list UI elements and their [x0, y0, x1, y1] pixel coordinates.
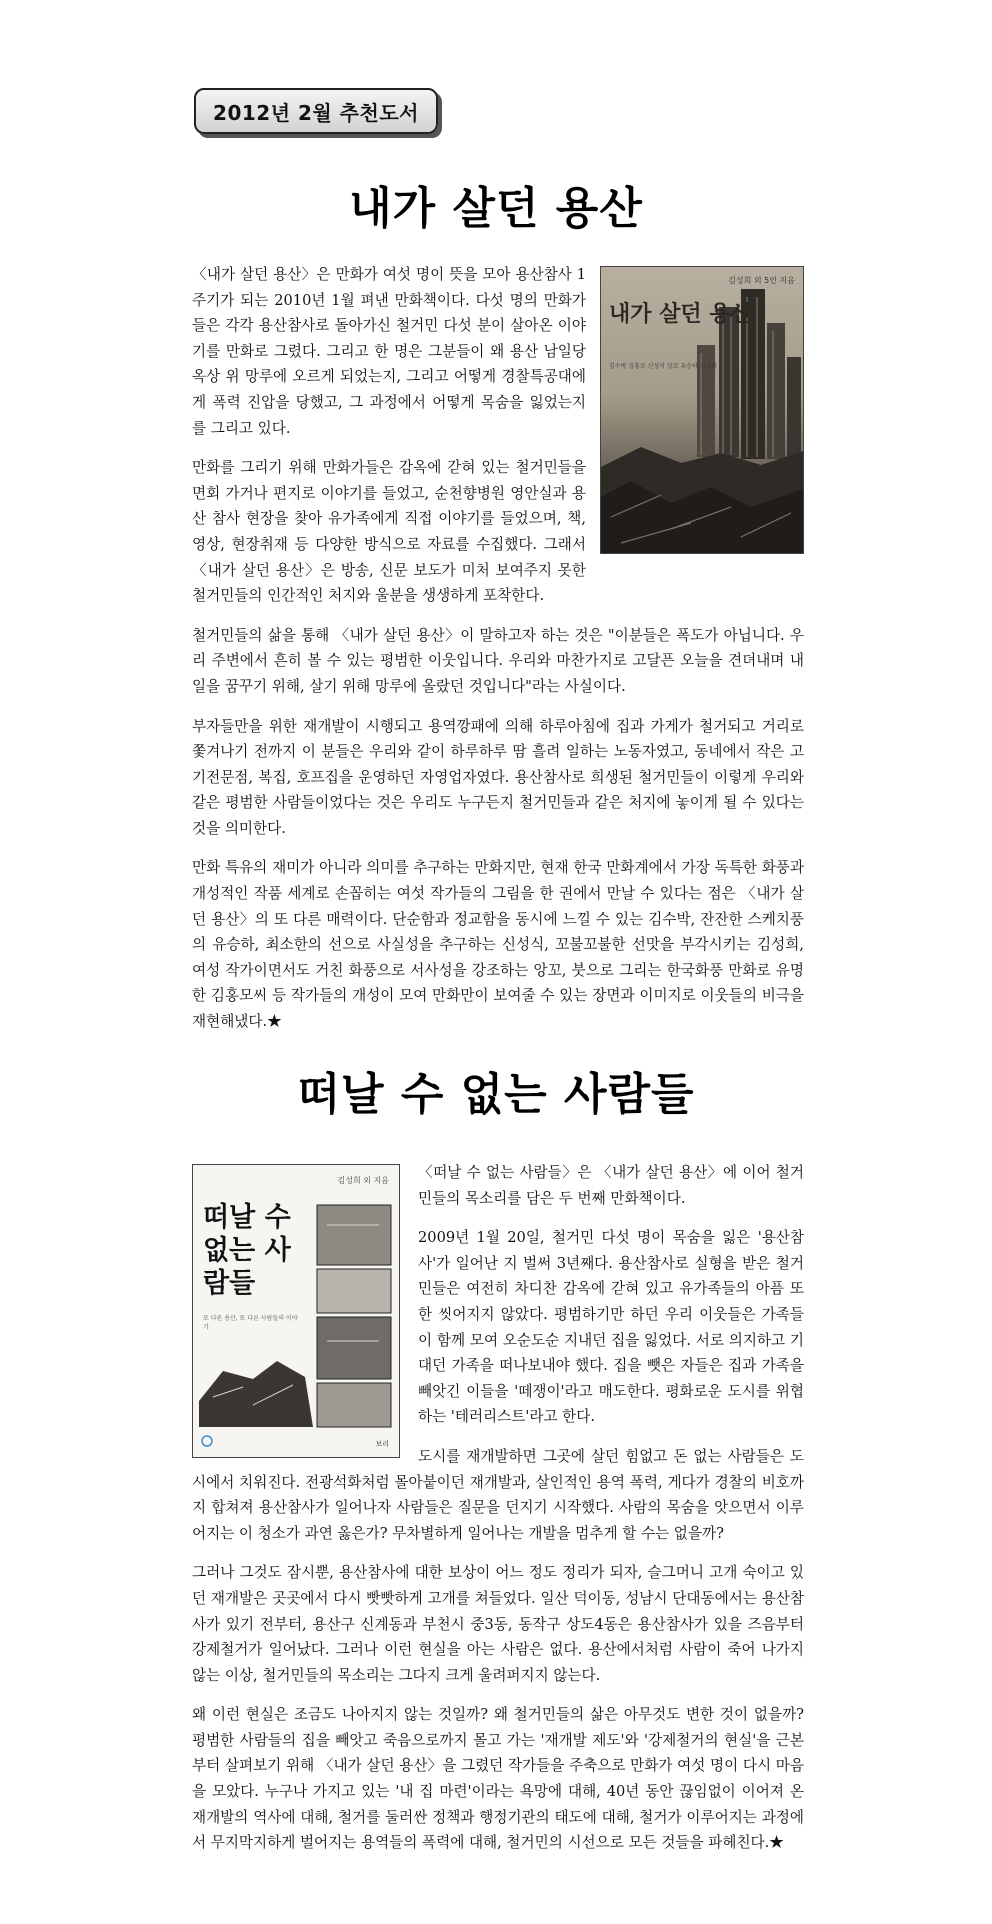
book1-cover-subtitle: 김수박 김홍모 신성식 앙꼬 유승하 김성희 [609, 363, 718, 370]
recommendation-badge [194, 88, 438, 134]
badge-label: 2012년 2월 추천도서 [213, 100, 419, 125]
book2-paragraph: 2009년 1월 20일, 철거민 다섯 명이 목숨을 잃은 '용산참사'가 일어난 지 벌써 3년째다. 용산참사로 실형을 받은 철거민들은 여전히 차디찬 감옥에 갇혀 있고 유가족들의 아픔 또한 씻어지지 않았다. 평범하기만 하던 우리 이웃들은 가족들이 함께 모여 오순도순 지내던 집을 잃었다. 서로 의지하고 기대던 가족을 떠나보내야 했다. 집을 뺏은 자들은 집과 가족을 빼앗긴 이들을 '떼쟁이'라고 매도한다. 평화로운 도시를 위협하는 '테러리스트'라고 한다. [418, 1229, 804, 1426]
book1-title: 내가 살던 용산 [349, 183, 643, 234]
book2-cover-author: 김성희 외 지음 [337, 1176, 389, 1185]
book2-cover-publisher: 보리 [375, 1440, 389, 1448]
book2-paragraph: 도시를 재개발하면 그곳에 살던 힘없고 돈 없는 사람들은 도시에서 치워진다. 전광석화처럼 몰아붙이던 재개발과, 살인적인 용역 폭력, 게다가 경찰의 비호까지 합쳐져 용산참사가 일어나자 사람들은 질문을 던지기 시작했다. 사람의 목숨을 앗으면서 이루어지는 이 청소가 과연 옳은가? 무차별하게 일어나는 개발을 멈추게 할 수는 없을까? [192, 1447, 804, 1542]
book1-paragraph: 철거민들의 삶을 통해 〈내가 살던 용산〉이 말하고자 하는 것은 "이분들은 폭도가 아닙니다. 우리 주변에서 흔히 볼 수 있는 평범한 이웃입니다. 우리와 마찬가지로 고달픈 오늘을 견뎌내며 내일을 꿈꾸기 위해, 살기 위해 망루에 올랐던 것입니다"라는 사실이다. [192, 626, 804, 695]
book1-paragraph: 〈내가 살던 용산〉은 만화가 여섯 명이 뜻을 모아 용산참사 1주기가 되는 2010년 1월 펴낸 만화책이다. 다섯 명의 만화가들은 각각 용산참사로 돌아가신 철거민 다섯 분이 살아온 이야기를 만화로 그렸다. 그리고 한 명은 그분들이 왜 용산 남일당 옥상 위 망루에 오르게 되었는지, 그리고 어떻게 경찰특공대에게 폭력 진압을 당했고, 그 과정에서 어떻게 목숨을 잃었는지를 그리고 있다. [192, 266, 586, 437]
book2-cover-subtitle: 또 다른 용산, 또 다른 사람들의 이야기 [203, 1315, 298, 1331]
book1-paragraph: 부자들만을 위한 재개발이 시행되고 용역깡패에 의해 하루아침에 집과 가게가 철거되고 거리로 쫓겨나기 전까지 이 분들은 우리와 같이 하루하루 땀 흘려 일하는 노동자였고, 동네에서 작은 고기전문점, 복집, 호프집을 운영하던 자영업자였다. 용산참사로 희생된 철거민들이 이렇게 우리와 같은 평범한 사람들이었다는 것은 우리도 누구든지 철거민들과 같은 처지에 놓이게 될 수 있다는 것을 의미한다. [192, 717, 804, 837]
book1-paragraph: 만화를 그리기 위해 만화가들은 감옥에 갇혀 있는 철거민들을 면회 가거나 편지로 이야기를 들었고, 순천향병원 영안실과 용산 참사 현장을 찾아 유가족에게 직접 이야기를 들었으며, 책, 영상, 현장취재 등 다양한 방식으로 자료를 수집했다. 그래서 〈내가 살던 용산〉은 방송, 신문 보도가 미처 보여주지 못한 철거민들의 인간적인 처지와 울분을 생생하게 포착한다. [192, 459, 586, 605]
book2-cover-image [192, 1164, 400, 1458]
book2-paragraph: 왜 이런 현실은 조금도 나아지지 않는 것일까? 왜 철거민들의 삶은 아무것도 변한 것이 없을까? 평범한 사람들의 집을 빼앗고 죽음으로까지 몰고 가는 '재개발 제도'와 '강제철거의 현실'을 근본부터 살펴보기 위해 〈내가 살던 용산〉을 그렸던 작가들을 주축으로 만화가 여섯 명이 다시 마음을 모았다. 누구나 가지고 있는 '내 집 마련'이라는 욕망에 대해, 40년 동안 끊임없이 이어져 온 재개발의 역사에 대해, 철거를 둘러싼 정책과 행정기관의 태도에 대해, 철거가 이루어지는 과정에서 무지막지하게 벌어지는 용역들의 폭력에 대해, 철거민의 시선으로 모든 것들을 파헤친다.★ [192, 1706, 804, 1852]
book2-paragraph: 그러나 그것도 잠시뿐, 용산참사에 대한 보상이 어느 정도 정리가 되자, 슬그머니 고개 숙이고 있던 재개발은 곳곳에서 다시 빳빳하게 고개를 쳐들었다. 일산 덕이동, 성남시 단대동에서는 용산참사가 있기 전부터, 용산구 신계동과 부천시 중3동, 동작구 상도4동은 용산참사가 있을 즈음부터 강제철거가 일어났다. 그러나 이런 현실을 아는 사람은 없다. 용산에서처럼 사람이 죽어 나가지 않는 이상, 철거민들의 목소리는 그다지 크게 울려퍼지지 않는다. [192, 1564, 804, 1684]
book2-article [192, 1160, 804, 1870]
book2-paragraph: 〈떠날 수 없는 사람들〉은 〈내가 살던 용산〉에 이어 철거민들의 목소리를 담은 두 번째 만화책이다. [418, 1164, 804, 1207]
book1-paragraph: 만화 특유의 재미가 아니라 의미를 추구하는 만화지만, 현재 한국 만화계에서 가장 독특한 화풍과 개성적인 작품 세계로 손꼽히는 여섯 작가들의 그림을 한 권에서 만날 수 있다는 점은 〈내가 살던 용산〉의 또 다른 매력이다. 단순함과 정교함을 동시에 느낄 수 있는 김수박, 잔잔한 스케치풍의 유승하, 최소한의 선으로 사실성을 추구하는 신성식, 꼬불꼬불한 선맛을 부각시키는 김성희, 여성 작가이면서도 거친 화풍으로 서사성을 강조하는 앙꼬, 붓으로 그리는 한국화풍 만화로 유명한 김홍모씨 등 작가들의 개성이 모여 만화만이 보여줄 수 있는 장면과 이미지로 이웃들의 비극을 재현해냈다.★ [192, 859, 804, 1031]
book2-cover-title: 떠날 수 없는 사람들 [203, 1202, 291, 1299]
book1-cover-image [600, 266, 804, 554]
book1-article [192, 262, 804, 1049]
book1-cover-author: 김성희 외 5인 지음 [728, 276, 795, 285]
book1-cover-title: 내가 살던 용산 [609, 302, 752, 327]
book2-title: 떠날 수 없는 사람들 [297, 1069, 695, 1120]
